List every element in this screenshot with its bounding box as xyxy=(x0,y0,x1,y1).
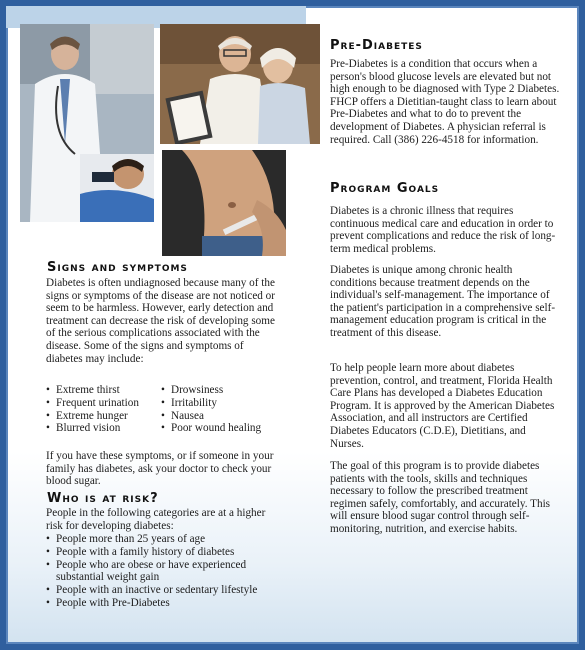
signs-heading: Signs and symptoms xyxy=(47,260,188,275)
symptoms-right-column xyxy=(161,384,286,435)
risk-heading: Who is at risk? xyxy=(47,491,159,506)
insulin-injection-photo xyxy=(162,150,286,256)
risk-intro-text: People in the following categories are at a higher risk for developing diabetes: xyxy=(46,507,266,532)
signs-text: Diabetes is often undiagnosed because many of the signs or symptoms of the disease are not noticed or seem to be harmless. However, early detection and treatment can decrease the risk of developing some of the serious complications associated with the disease. Some of the signs and symptoms of diabetes may include: xyxy=(46,277,275,365)
list-item: • Frequent urination xyxy=(46,397,164,410)
list-item: • Extreme thirst xyxy=(46,384,164,397)
list-item: • Nausea xyxy=(161,410,286,423)
list-item: • People who are obese or have experienced substantial weight gain xyxy=(46,559,278,585)
family-note-text: If you have these symptoms, or if someone in your family has diabetes, ask your doctor to check your blood sugar. xyxy=(46,450,274,488)
list-item: • People with Pre-Diabetes xyxy=(46,597,278,610)
list-item: • People with an inactive or sedentary lifestyle xyxy=(46,584,278,597)
pre-diabetes-heading: Pre-Diabetes xyxy=(330,38,423,53)
program-goals-paragraph: Diabetes is a chronic illness that requires continuous medical care and education in order to prevent complications and reduce the risk of long-term medical problems. xyxy=(330,205,556,255)
program-goals-heading: Program Goals xyxy=(330,181,440,196)
doctor-with-patient-photo xyxy=(20,24,154,222)
list-item: • People more than 25 years of age xyxy=(46,533,278,546)
program-goals-paragraph: To help people learn more about diabetes prevention, control, and treatment, Florida Health Care Plans has developed a Diabetes Education Program. It is approved by the American Diabetes Association, and all instructors are Certified Diabetes Educators (C.D.E), Dietitians, and Nurses. xyxy=(330,362,555,450)
program-goals-paragraph: The goal of this program is to provide diabetes patients with the tools, skills and techniques necessary to follow the prescribed treatment regimen safely, comfortably, and accurately. This will ensure blood sugar control through self-monitoring, nutrition, and exercise habits. xyxy=(330,460,551,535)
list-item: • People with a family history of diabetes xyxy=(46,546,278,559)
program-goals-paragraph: Diabetes is unique among chronic health conditions because treatment depends on the individual's self-management. The importance of the patient's participation in a comprehensive self-management education program is critical in the treatment of this disease. xyxy=(330,264,556,339)
risk-list xyxy=(46,533,278,610)
list-item: • Extreme hunger xyxy=(46,410,164,423)
list-item: • Irritability xyxy=(161,397,286,410)
list-item: • Blurred vision xyxy=(46,422,164,435)
list-item: • Drowsiness xyxy=(161,384,286,397)
list-item: • Poor wound healing xyxy=(161,422,286,435)
elderly-couple-photo xyxy=(160,24,320,144)
symptoms-left-column xyxy=(46,384,164,435)
pre-diabetes-text: Pre-Diabetes is a condition that occurs when a person's blood glucose levels are elevated but not high enough to be diagnosed with Type 2 Diabetes. FHCP offers a Dietitian-taught class to learn about Pre-Diabetes and what to do to prevent the development of Diabetes. A physician referral is required. Call (386) 226-4518 for information. xyxy=(330,58,560,146)
